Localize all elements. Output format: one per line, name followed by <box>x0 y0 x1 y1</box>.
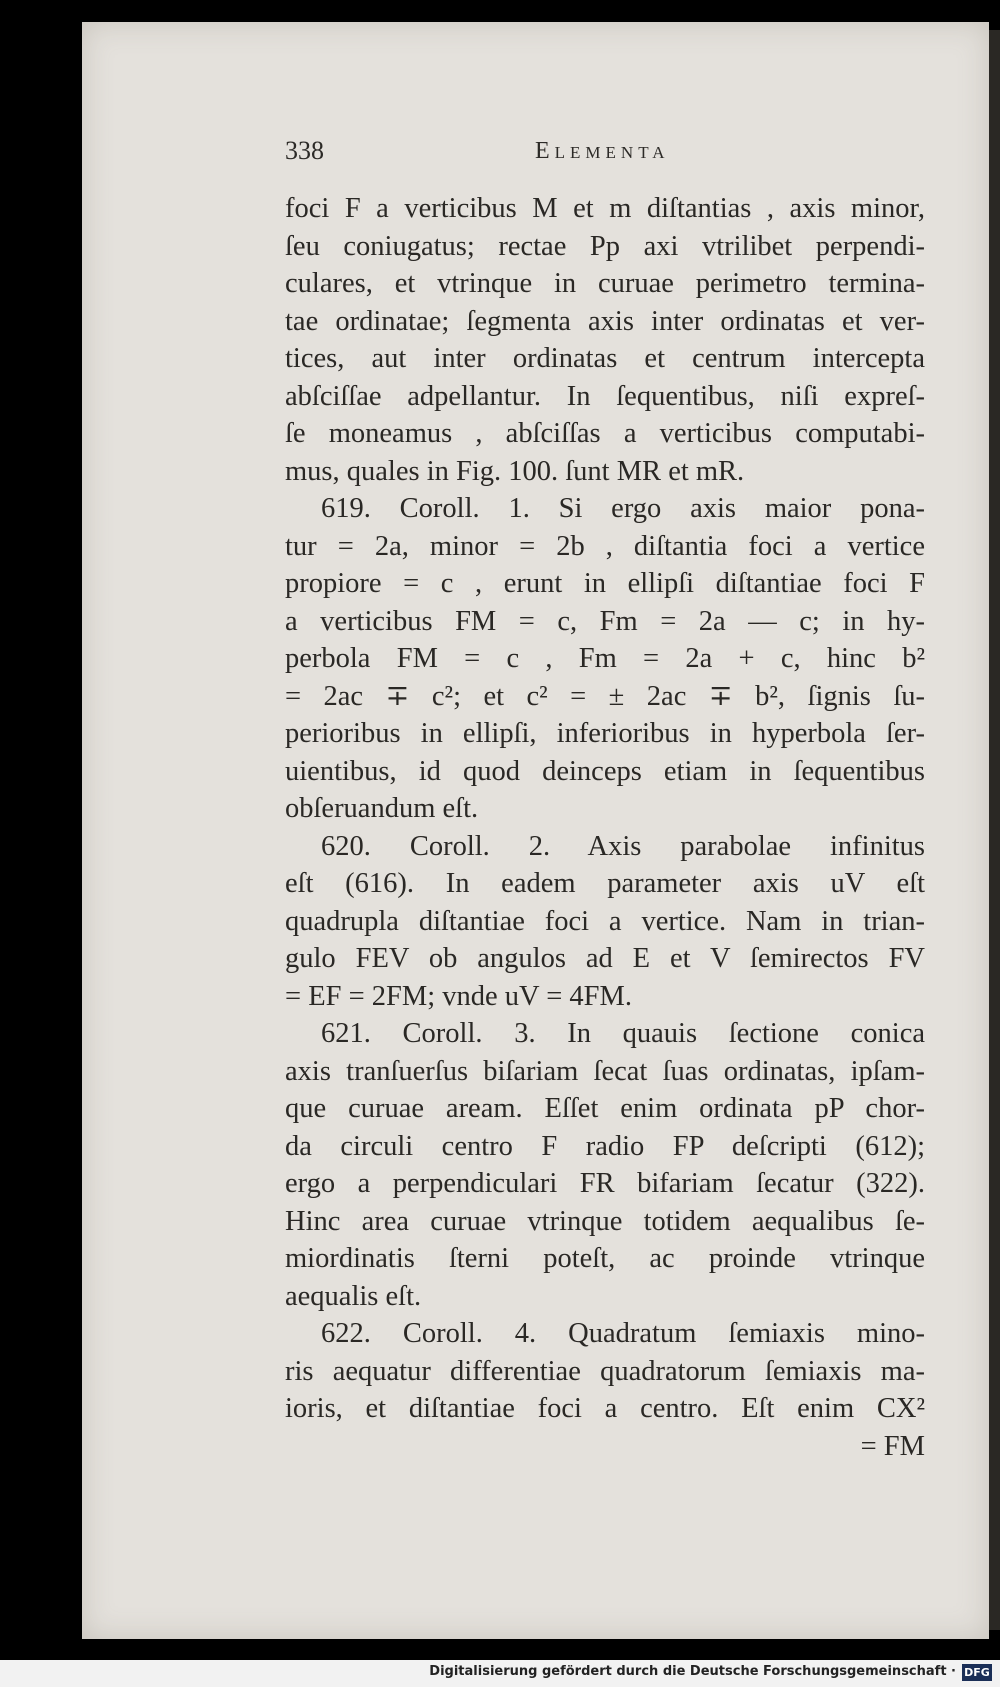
text-line: = FM <box>860 1430 925 1462</box>
text-line: mus, quales in Fig. 100. ſunt MR et mR. <box>285 455 745 487</box>
text-line: perbola FM = c , Fm = 2a + c, hinc b² <box>285 643 925 674</box>
text-line: a verticibus FM = c, Fm = 2a — c; in hy- <box>285 605 925 637</box>
text-line: 621. Coroll. 3. In quauis ſectione conica <box>321 1018 925 1049</box>
text-line: que curuae aream. Eſſet enim ordinata pP chor- <box>285 1093 925 1124</box>
text-line: axis tranſuerſus biſariam ſecat ſuas ordinatas, ipſam- <box>285 1055 925 1087</box>
text-line: gulo FEV ob angulos ad E et V ſemirectos FV <box>285 943 925 974</box>
text-line: ris aequatur differentiae quadratorum ſemiaxis ma- <box>285 1355 925 1387</box>
text-line: tur = 2a, minor = 2b , diſtantia foci a vertice <box>285 530 925 562</box>
text-line: foci F a verticibus M et m diſtantias , axis minor, <box>285 193 925 224</box>
text-line: ioris, et diſtantiae foci a centro. Eſt enim CX² <box>285 1393 925 1424</box>
text-line: tae ordinatae; ſegmenta axis inter ordinatas et ver- <box>285 305 925 337</box>
text-line: perioribus in ellipſi, inferioribus in hyperbola ſer- <box>285 718 925 749</box>
body-text <box>285 190 925 1465</box>
text-line: 620. Coroll. 2. Axis parabolae infinitus <box>321 830 925 862</box>
text-line: 619. Coroll. 1. Si ergo axis maior pona- <box>321 493 925 524</box>
footer-credit: Digitalisierung gefördert durch die Deutsche Forschungsgemeinschaft · <box>429 1664 956 1679</box>
dfg-logo-icon: DFG <box>962 1664 992 1681</box>
page-number: 338 <box>285 136 324 165</box>
text-line: = EF = 2FM; vnde uV = 4FM. <box>285 980 632 1012</box>
text-line: da circuli centro F radio FP deſcripti (612); <box>285 1130 925 1162</box>
text-line: eſt (616). In eadem parameter axis uV eſt <box>285 868 925 899</box>
footer-band <box>0 1660 1000 1687</box>
text-line: = 2ac ∓ c²; et c² = ± 2ac ∓ b², ſignis ſu- <box>285 680 925 712</box>
text-line: 622. Coroll. 4. Quadratum ſemiaxis mino- <box>321 1318 925 1349</box>
text-line: uientibus, id quod deinceps etiam in ſequentibus <box>285 755 925 787</box>
text-line: aequalis eſt. <box>285 1280 422 1312</box>
page-edge <box>989 30 1000 1630</box>
text-line: ergo a perpendiculari FR bifariam ſecatur (322). <box>285 1168 925 1199</box>
text-line: ſe moneamus , abſciſſas a verticibus computabi- <box>285 418 925 449</box>
page-header <box>285 136 925 176</box>
text-line: tices, aut inter ordinatas et centrum intercepta <box>285 343 925 374</box>
text-line: quadrupla diſtantiae foci a vertice. Nam in trian- <box>285 905 925 937</box>
text-line: Hinc area curuae vtrinque totidem aequalibus ſe- <box>285 1205 925 1237</box>
running-head: Elementa <box>535 138 670 164</box>
text-line: obſeruandum eſt. <box>285 793 479 824</box>
text-line: miordinatis ſterni poteſt, ac proinde vtrinque <box>285 1243 925 1274</box>
text-line: culares, et vtrinque in curuae perimetro termina- <box>285 268 925 299</box>
text-line: propiore = c , erunt in ellipſi diſtantiae foci F <box>285 568 925 599</box>
text-line: abſciſſae adpellantur. In ſequentibus, niſi expreſ- <box>285 380 925 412</box>
text-line: ſeu coniugatus; rectae Pp axi vtrilibet perpendi- <box>285 230 925 262</box>
